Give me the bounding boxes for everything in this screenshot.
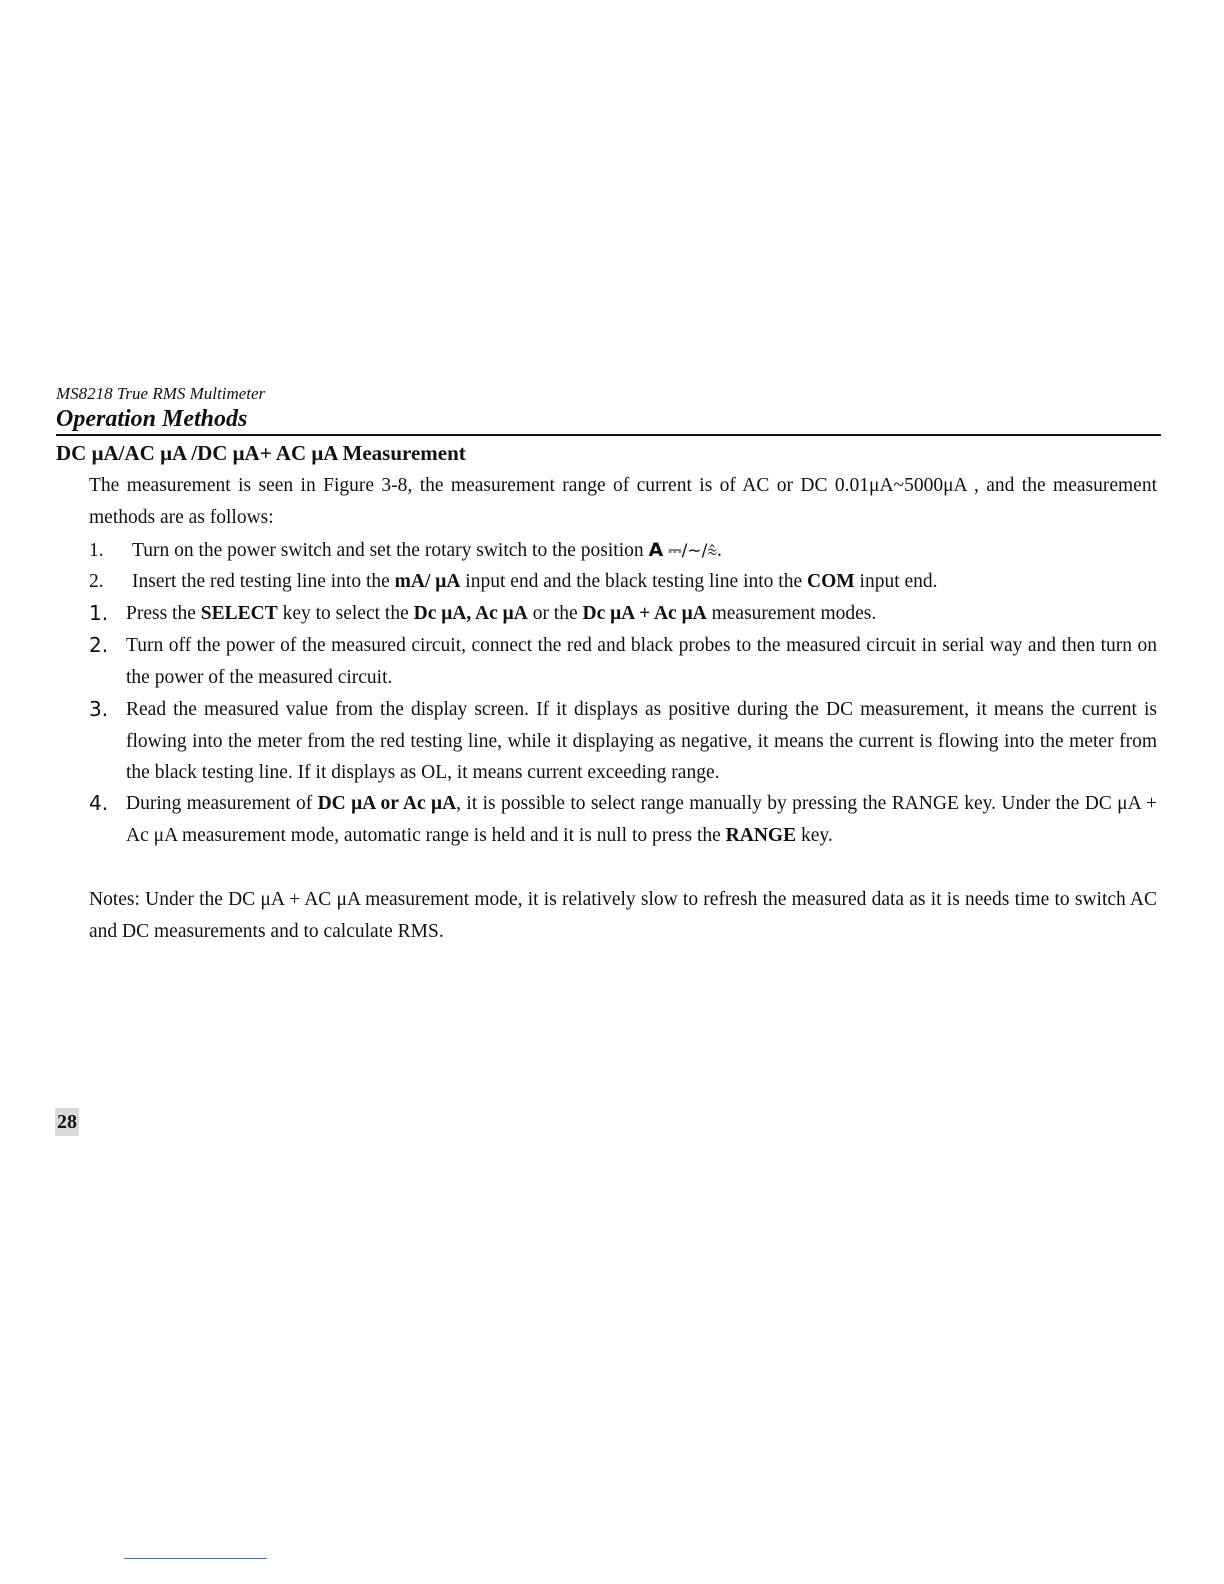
measurement-heading: DC μA/AC μA /DC μA+ AC μA Measurement (56, 441, 466, 465)
list-item-select-key (89, 598, 1157, 630)
list-item-range-selection (89, 788, 1157, 851)
list-item-text: Turn off the power of the measured circuit, connect the red and black probes to the measured circuit in serial way and then turn on the power of the measured circuit. (126, 635, 1157, 688)
footnote-separator (124, 1558, 267, 1559)
section-title: Operation Methods (56, 406, 248, 432)
amp-symbol: A (648, 539, 664, 561)
list-item-number: 3. (89, 697, 109, 721)
dc-ac-mode-symbols: ⎓/∼/⩯ (668, 541, 717, 561)
list-item-text: Turn on the power switch and set the rotary switch to the position A ⎓/∼/⩯. (132, 539, 722, 561)
header-divider (56, 434, 1161, 436)
list-item-number: 4. (89, 791, 109, 815)
list-item-power-switch (89, 535, 1157, 568)
list-item-insert-lines (89, 566, 1157, 598)
list-item-number: 2. (89, 571, 104, 592)
list-item-number: 1. (89, 601, 109, 625)
list-item-connect-probes (89, 630, 1157, 693)
intro-paragraph: The measurement is seen in Figure 3-8, the measurement range of current is of AC or DC 0.01μA~5000μA , and the measurement methods are as follows: (89, 475, 1157, 528)
list-item-number: 1. (89, 540, 104, 561)
list-item-text: During measurement of DC μA or Ac μA, it is possible to select range manually by pressing the RANGE key. Under the DC μA + Ac μA measurement mode, automatic range is held and it is null to press the RANGE key. (126, 793, 1157, 846)
list-item-number: 2. (89, 633, 109, 657)
list-item-text: Insert the red testing line into the mA/ μA input end and the black testing line into the COM input end. (132, 571, 938, 592)
list-item-text: Press the SELECT key to select the Dc μA, Ac μA or the Dc μA + Ac μA measurement modes. (126, 603, 877, 624)
document-model-title: MS8218 True RMS Multimeter (56, 384, 266, 403)
page-number: 28 (55, 1108, 79, 1136)
notes-paragraph: Notes: Under the DC μA + AC μA measurement mode, it is relatively slow to refresh the measured data as it is needs time to switch AC and DC measurements and to calculate RMS. (89, 889, 1157, 942)
list-item-read-value (89, 694, 1157, 789)
list-item-text: Read the measured value from the display screen. If it displays as positive during the DC measurement, it means the current is flowing into the meter from the red testing line, while it displaying as negative, it means the current is flowing into the meter from the black testing line. If it displays as OL, it means current exceeding range. (126, 699, 1157, 783)
